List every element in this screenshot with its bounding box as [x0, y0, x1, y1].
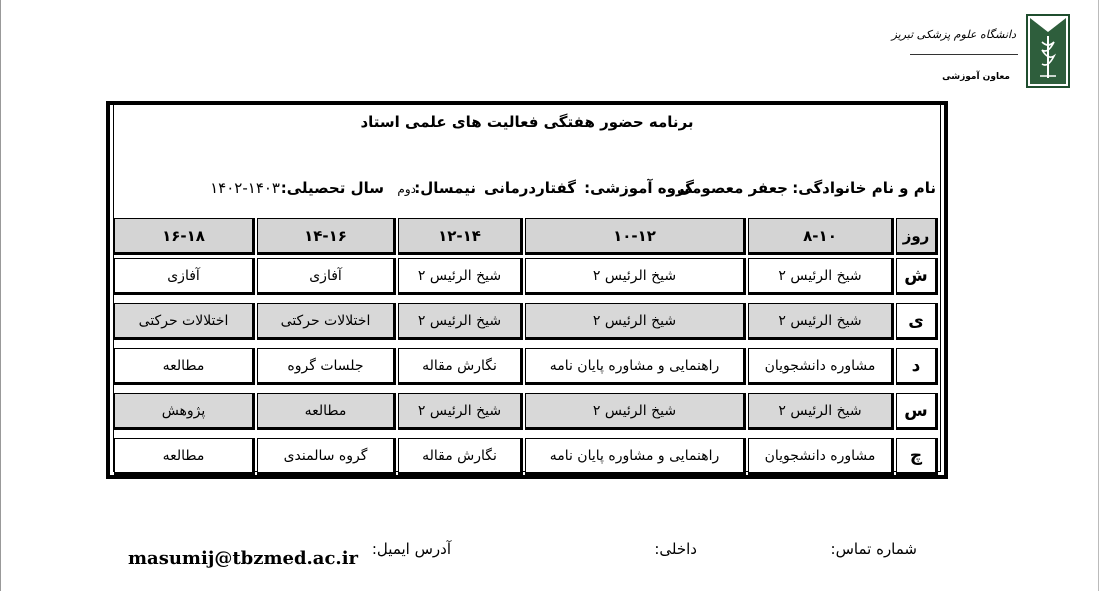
table-cell: شیخ الرئیس ۲ — [525, 303, 746, 340]
table-cell: اختلالات حرکتی — [257, 303, 396, 340]
table-cell: آفازی — [114, 258, 255, 295]
day-wednesday: چ — [896, 438, 938, 475]
day-saturday: ش — [896, 258, 938, 295]
table-cell: مطالعه — [114, 348, 255, 385]
day-tuesday: س — [896, 393, 938, 430]
table-cell: مطالعه — [114, 438, 255, 475]
header-slot-3: ۱۲-۱۴ — [398, 218, 523, 255]
table-cell: اختلالات حرکتی — [114, 303, 255, 340]
schedule-frame — [106, 101, 948, 479]
table-cell: مطالعه — [257, 393, 396, 430]
year-label: سال تحصیلی: — [280, 179, 384, 197]
table-cell: شیخ الرئیس ۲ — [398, 258, 523, 295]
table-cell: شیخ الرئیس ۲ — [748, 393, 894, 430]
semester-label: نیمسال: — [414, 179, 476, 197]
name-label: نام و نام خانوادگی: — [792, 179, 936, 197]
day-monday: د — [896, 348, 938, 385]
semester-value: دوم — [397, 182, 416, 196]
info-row — [114, 179, 940, 203]
table-cell: پژوهش — [114, 393, 255, 430]
header-slot-4: ۱۴-۱۶ — [257, 218, 396, 255]
document-title: برنامه حضور هفتگی فعالیت های علمی استاد — [360, 113, 694, 131]
table-cell: آفازی — [257, 258, 396, 295]
university-logo — [891, 12, 1072, 92]
name-value: جعفر معصومی — [676, 179, 788, 197]
header-slot-5: ۱۶-۱۸ — [114, 218, 255, 255]
group-label: گروه آموزشی: — [584, 179, 694, 197]
table-cell: شیخ الرئیس ۲ — [748, 258, 894, 295]
table-cell: شیخ الرئیس ۲ — [525, 393, 746, 430]
header-slot-1: ۸-۱۰ — [748, 218, 894, 255]
table-cell: شیخ الرئیس ۲ — [398, 393, 523, 430]
university-emblem-icon — [1026, 14, 1070, 88]
schedule-inner — [113, 105, 941, 472]
table-cell: نگارش مقاله — [398, 348, 523, 385]
table-cell: مشاوره دانشجویان — [748, 438, 894, 475]
day-sunday: ی — [896, 303, 938, 340]
table-cell: گروه سالمندی — [257, 438, 396, 475]
table-cell: مشاوره دانشجویان — [748, 348, 894, 385]
phone-label: شماره تماس: — [830, 540, 917, 558]
department-name: معاون آموزشی — [942, 72, 1010, 82]
table-cell: راهنمایی و مشاوره پایان نامه — [525, 438, 746, 475]
university-name: دانشگاه علوم پزشکی تبریز — [891, 28, 1016, 41]
extension-label: داخلی: — [654, 540, 697, 558]
year-value: ۱۴۰۲-۱۴۰۳ — [210, 179, 280, 197]
logo-divider — [910, 54, 1018, 55]
table-cell: راهنمایی و مشاوره پایان نامه — [525, 348, 746, 385]
table-cell: نگارش مقاله — [398, 438, 523, 475]
page-edge-left — [0, 0, 1, 591]
email-value: masumij@tbzmed.ac.ir — [128, 548, 359, 569]
table-cell: شیخ الرئیس ۲ — [398, 303, 523, 340]
group-value: گفتاردرمانی — [484, 179, 576, 197]
table-cell: شیخ الرئیس ۲ — [748, 303, 894, 340]
header-slot-2: ۱۰-۱۲ — [525, 218, 746, 255]
header-day: روز — [896, 218, 938, 255]
email-label: آدرس ایمیل: — [371, 540, 451, 558]
table-cell: جلسات گروه — [257, 348, 396, 385]
table-cell: شیخ الرئیس ۲ — [525, 258, 746, 295]
